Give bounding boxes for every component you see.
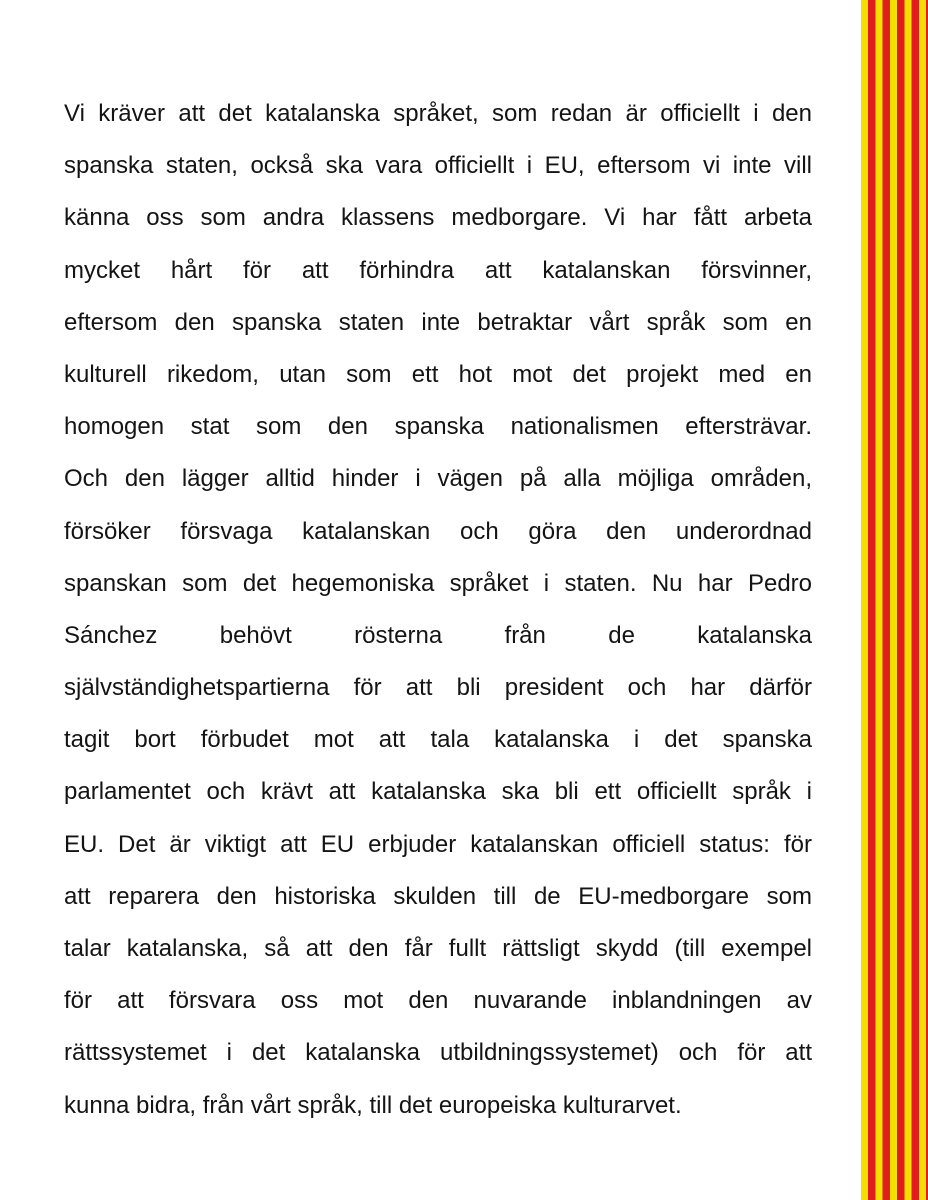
- paragraph-line: spanskan som det hegemoniska språket i staten. Nu har Pedro: [64, 569, 812, 597]
- paragraph-line: att reparera den historiska skulden till de EU-medborgare som: [64, 882, 812, 910]
- paragraph-line: homogen stat som den spanska nationalismen eftersträvar.: [64, 413, 812, 441]
- paragraph-line: talar katalanska, så att den får fullt rättsligt skydd (till exempel: [64, 935, 812, 962]
- paragraph-line: Vi kräver att det katalanska språket, som redan är officiellt i den: [64, 100, 812, 127]
- paragraph-line: rättssystemet i det katalanska utbildningssystemet) och för att: [64, 1039, 812, 1067]
- paragraph-line: spanska staten, också ska vara officiellt i EU, eftersom vi inte vill: [64, 152, 812, 180]
- paragraph-line: tagit bort förbudet mot att tala katalanska i det spanska: [64, 726, 812, 754]
- paragraph-line: eftersom den spanska staten inte betraktar vårt språk som en: [64, 308, 812, 336]
- paragraph-line: EU. Det är viktigt att EU erbjuder katalanskan officiell status: för: [64, 830, 812, 858]
- paragraph-line: för att försvara oss mot den nuvarande inblandningen av: [64, 987, 812, 1015]
- catalan-flag-stripes: [861, 0, 928, 1200]
- body-paragraph: [64, 88, 812, 1132]
- paragraph-line: mycket hårt för att förhindra att katalanskan försvinner,: [64, 256, 812, 284]
- paragraph-line: Och den lägger alltid hinder i vägen på alla möjliga områden,: [64, 465, 812, 493]
- paragraph-line: självständighetspartierna för att bli president och har därför: [64, 674, 812, 702]
- paragraph-line: kunna bidra, från vårt språk, till det europeiska kulturarvet.: [64, 1091, 682, 1119]
- paragraph-line: parlamentet och krävt att katalanska ska bli ett officiellt språk i: [64, 778, 812, 806]
- paragraph-line: känna oss som andra klassens medborgare. Vi har fått arbeta: [64, 204, 812, 232]
- paragraph-line: Sánchez behövt rösterna från de katalanska: [64, 621, 812, 649]
- paragraph-line: kulturell rikedom, utan som ett hot mot det projekt med en: [64, 360, 812, 388]
- paragraph-line: försöker försvaga katalanskan och göra den underordnad: [64, 517, 812, 545]
